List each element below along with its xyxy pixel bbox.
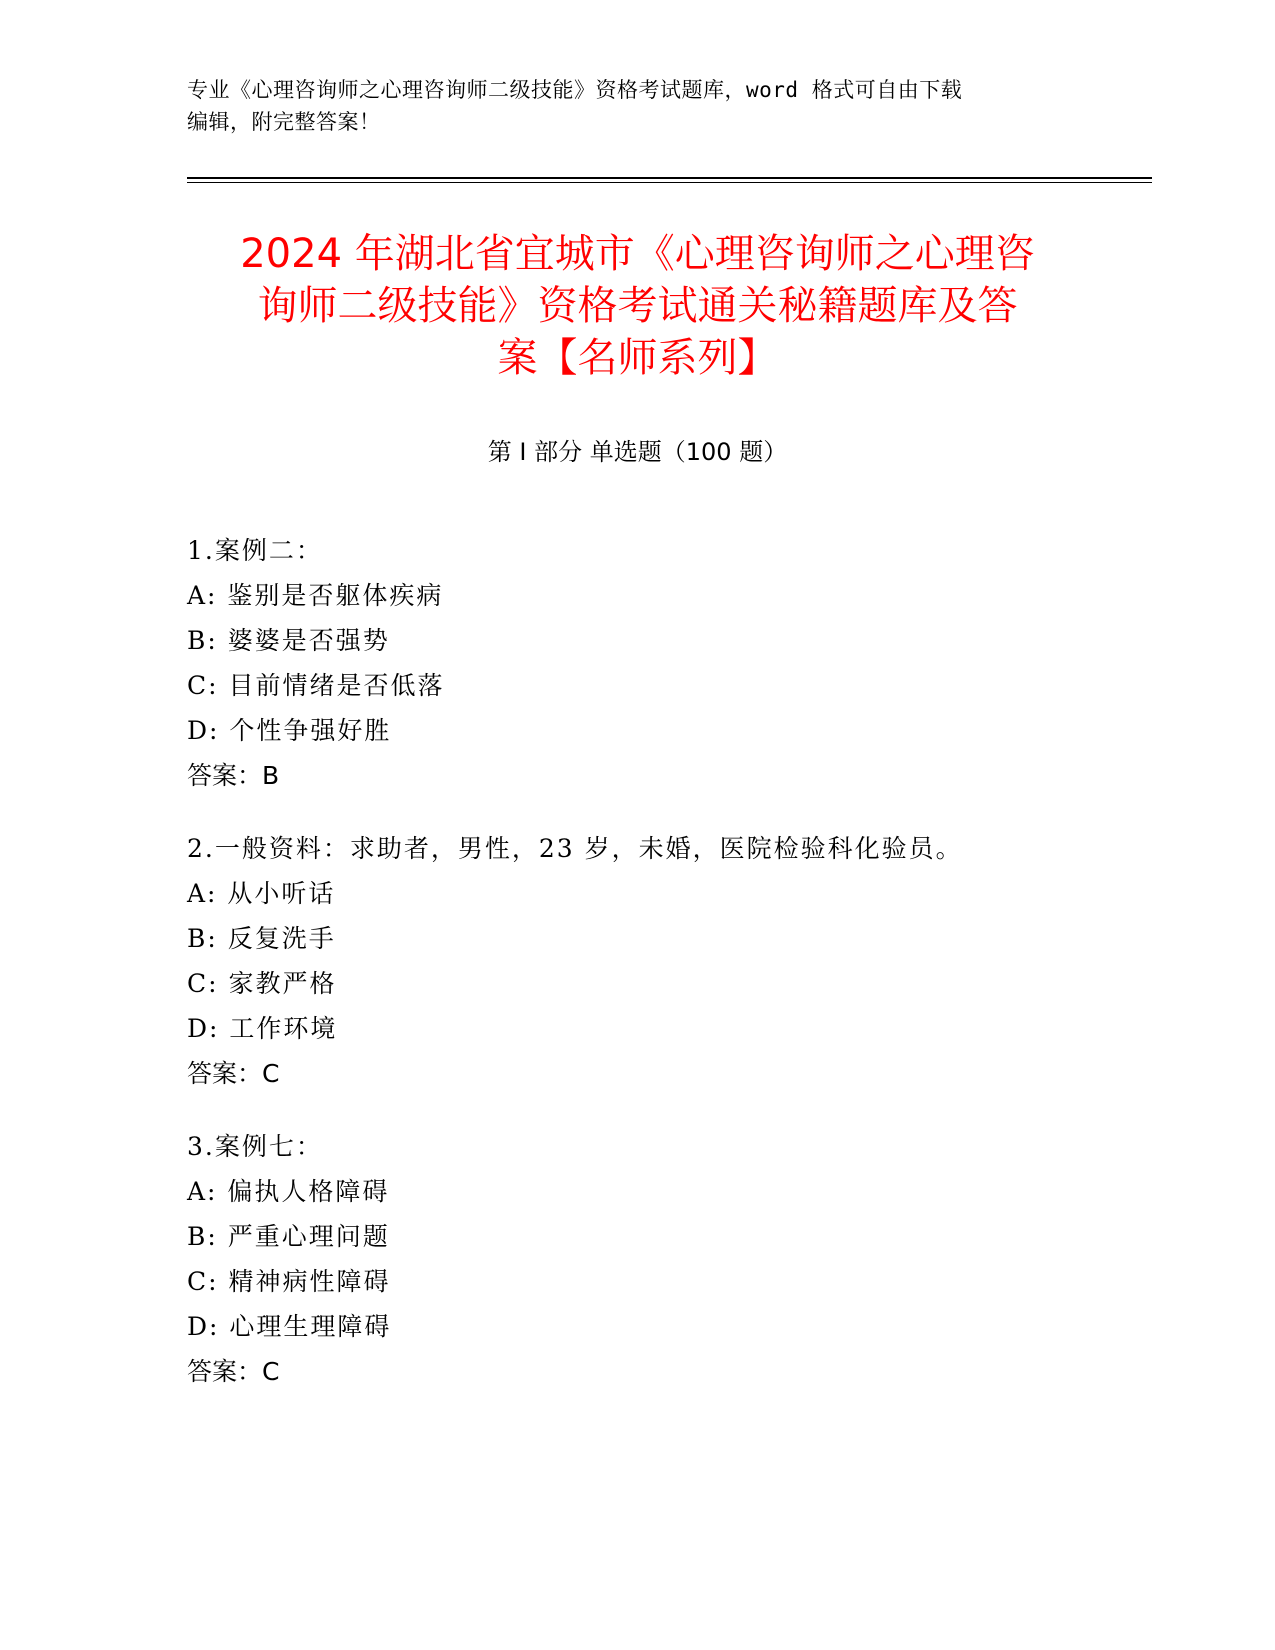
option-d: D: 工作环境 (187, 1014, 338, 1043)
option-b: B: 严重心理问题 (187, 1222, 390, 1251)
answer-line: 答案：B (187, 761, 280, 790)
header-divider-thick (187, 177, 1152, 179)
option-b: B: 反复洗手 (187, 924, 336, 953)
header-divider-thin (187, 182, 1152, 183)
document-title-line-1: 2024 年湖北省宜城市《心理咨询师之心理咨 (240, 231, 1035, 277)
option-d: D: 个性争强好胜 (187, 716, 392, 745)
option-a: A: 从小听话 (187, 879, 336, 908)
section-title: 第 I 部分 单选题（100 题） (487, 438, 788, 466)
option-a: A: 鉴别是否躯体疾病 (187, 581, 444, 610)
question-stem: 1.案例二： (187, 536, 323, 565)
document-title-line-2: 询师二级技能》资格考试通关秘籍题库及答 (257, 283, 1018, 329)
question-item (187, 826, 1137, 1096)
header-note-line-2: 编辑，附完整答案！ (187, 110, 381, 134)
option-c: C: 精神病性障碍 (187, 1267, 391, 1296)
option-d: D: 心理生理障碍 (187, 1312, 392, 1341)
option-c: C: 目前情绪是否低落 (187, 671, 445, 700)
header-note-line-1: 专业《心理咨询师之心理咨询师二级技能》资格考试题库，word 格式可自由下载 (187, 78, 963, 102)
question-item (187, 1124, 1137, 1394)
answer-line: 答案：C (187, 1357, 280, 1386)
option-c: C: 家教严格 (187, 969, 337, 998)
answer-line: 答案：C (187, 1059, 280, 1088)
option-b: B: 婆婆是否强势 (187, 626, 390, 655)
document-title (150, 228, 1125, 384)
question-item (187, 528, 1137, 798)
question-list (187, 528, 1137, 1422)
document-title-line-3: 案【名师系列】 (497, 335, 778, 381)
question-stem: 2.一般资料：求助者，男性，23 岁，未婚，医院检验科化验员。 (187, 834, 963, 863)
header-note (187, 74, 1067, 138)
question-stem: 3.案例七： (187, 1132, 323, 1161)
option-a: A: 偏执人格障碍 (187, 1177, 390, 1206)
